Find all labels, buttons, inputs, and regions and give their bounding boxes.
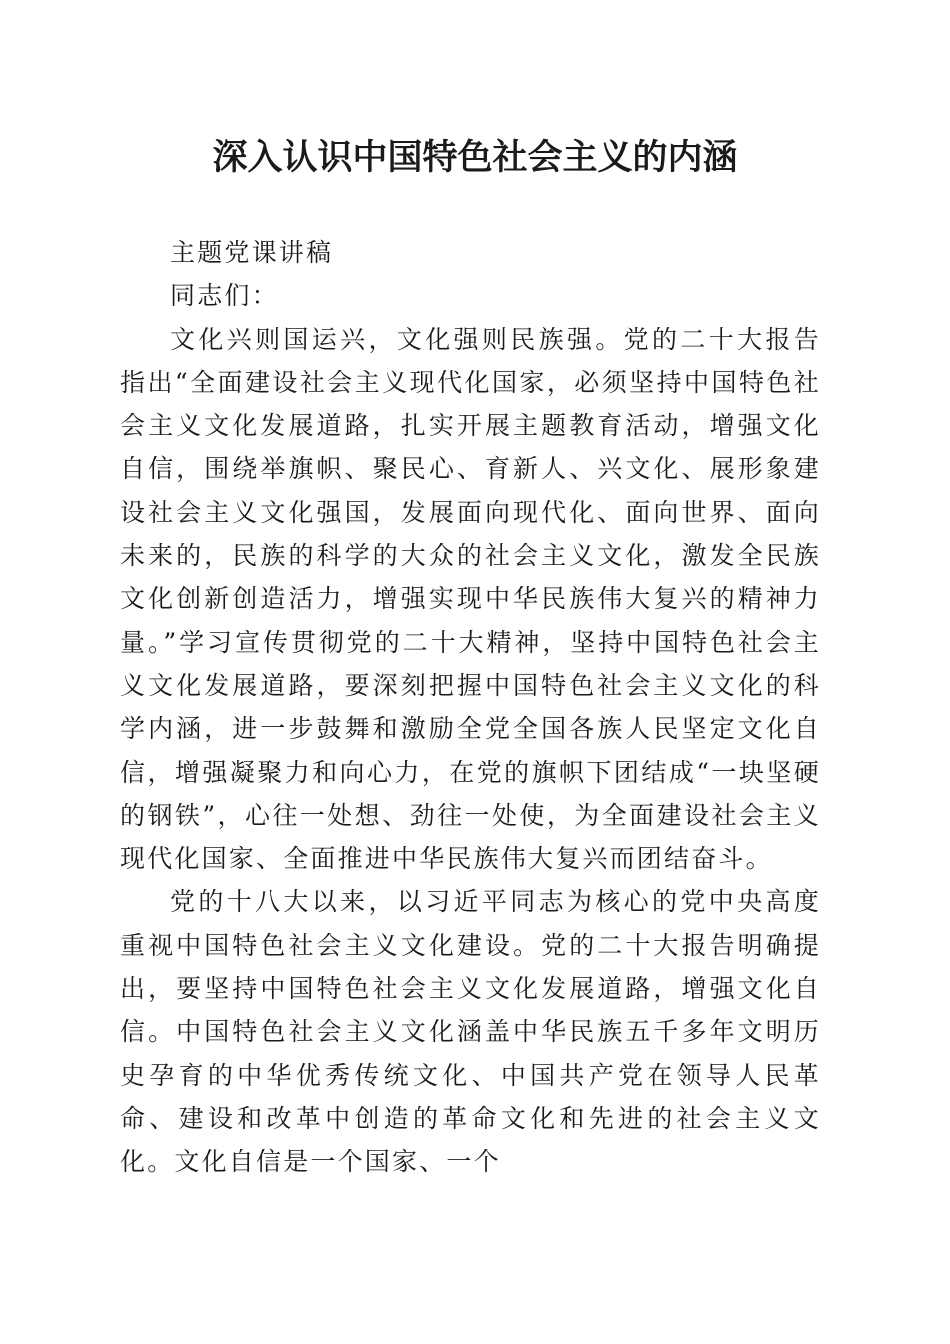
salutation: 同志们： [170, 281, 279, 311]
paragraph-2: 党的十八大以来，以习近平同志为核心的党中央高度重视中国特色社会主义文化建设。党的二十大报告明确提出，要坚持中国特色社会主义文化发展道路，增强文化自信。中国特色社会主义文化涵盖中华民族五千多年文明历史孕育的中华优秀传统文化、中国共产党在领导人民革命、建设和改革中创造的革命文化和先进的社会主义文化。文化自信是一个国家、一个 [120, 887, 821, 1177]
document-subtitle: 主题党课讲稿 [170, 238, 334, 267]
document-body [120, 231, 821, 1184]
document-title: 深入认识中国特色社会主义的内涵 [212, 137, 738, 178]
paragraph-1: 文化兴则国运兴，文化强则民族强。党的二十大报告指出“全面建设社会主义现代化国家，必须坚持中国特色社会主义文化发展道路，扎实开展主题教育活动，增强文化自信，围绕举旗帜、聚民心、育新人、兴文化、展形象建设社会主义文化强国，发展面向现代化、面向世界、面向未来的，民族的科学的大众的社会主义文化，激发全民族文化创新创造活力，增强实现中华民族伟大复兴的精神力量。”学习宣传贯彻党的二十大精神，坚持中国特色社会主义文化发展道路，要深刻把握中国特色社会主义文化的科学内涵，进一步鼓舞和激励全党全国各族人民坚定文化自信，增强凝聚力和向心力，在党的旗帜下团结成“一块坚硬的钢铁”，心往一处想、劲往一处使，为全面建设社会主义现代化国家、全面推进中华民族伟大复兴而团结奋斗。 [120, 324, 821, 874]
